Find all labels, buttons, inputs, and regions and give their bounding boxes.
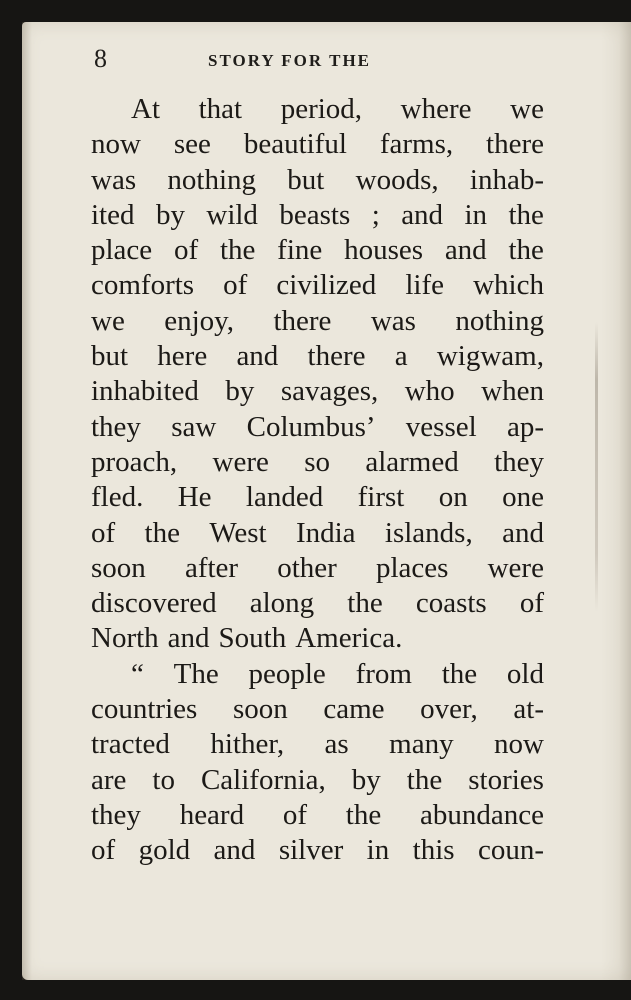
- text-line: ited by wild beasts ; and in the: [91, 198, 544, 231]
- text-line: place of the fine houses and the: [91, 234, 544, 267]
- text-line: are to California, by the stories: [91, 763, 544, 796]
- text-line: but here and there a wigwam,: [91, 340, 544, 373]
- running-title: STORY FOR THE: [208, 51, 372, 70]
- text-line: “ The people from the old: [131, 657, 544, 690]
- running-head: [90, 44, 560, 78]
- paragraph: [91, 657, 544, 869]
- text-line: countries soon came over, at-: [91, 693, 544, 726]
- text-line: tracted hither, as many now: [91, 728, 544, 761]
- text-line: they heard of the abundance: [91, 798, 544, 831]
- text-line: soon after other places were: [91, 551, 544, 584]
- text-line: we enjoy, there was nothing: [91, 304, 544, 337]
- body-text: [91, 92, 544, 869]
- text-line: discovered along the coasts of: [91, 587, 544, 620]
- text-line: of the West India islands, and: [91, 516, 544, 549]
- text-line: they saw Columbus’ vessel ap-: [91, 410, 544, 443]
- page-number: 8: [94, 44, 107, 73]
- text-line: inhabited by savages, who when: [91, 375, 544, 408]
- page-crease: [595, 322, 598, 612]
- text-line: of gold and silver in this coun-: [91, 834, 544, 867]
- text-line: fled. He landed first on one: [91, 481, 544, 514]
- text-line: now see beautiful farms, there: [91, 128, 544, 161]
- text-line: North and South America.: [91, 622, 403, 655]
- text-line: was nothing but woods, inhab-: [91, 163, 544, 196]
- page-edge-shadow-right: [601, 22, 631, 980]
- paragraph: [91, 92, 544, 657]
- text-line: comforts of civilized life which: [91, 269, 544, 302]
- page-edge-shadow-left: [22, 22, 32, 980]
- text-line: At that period, where we: [131, 93, 544, 125]
- text-line: proach, were so alarmed they: [91, 445, 544, 478]
